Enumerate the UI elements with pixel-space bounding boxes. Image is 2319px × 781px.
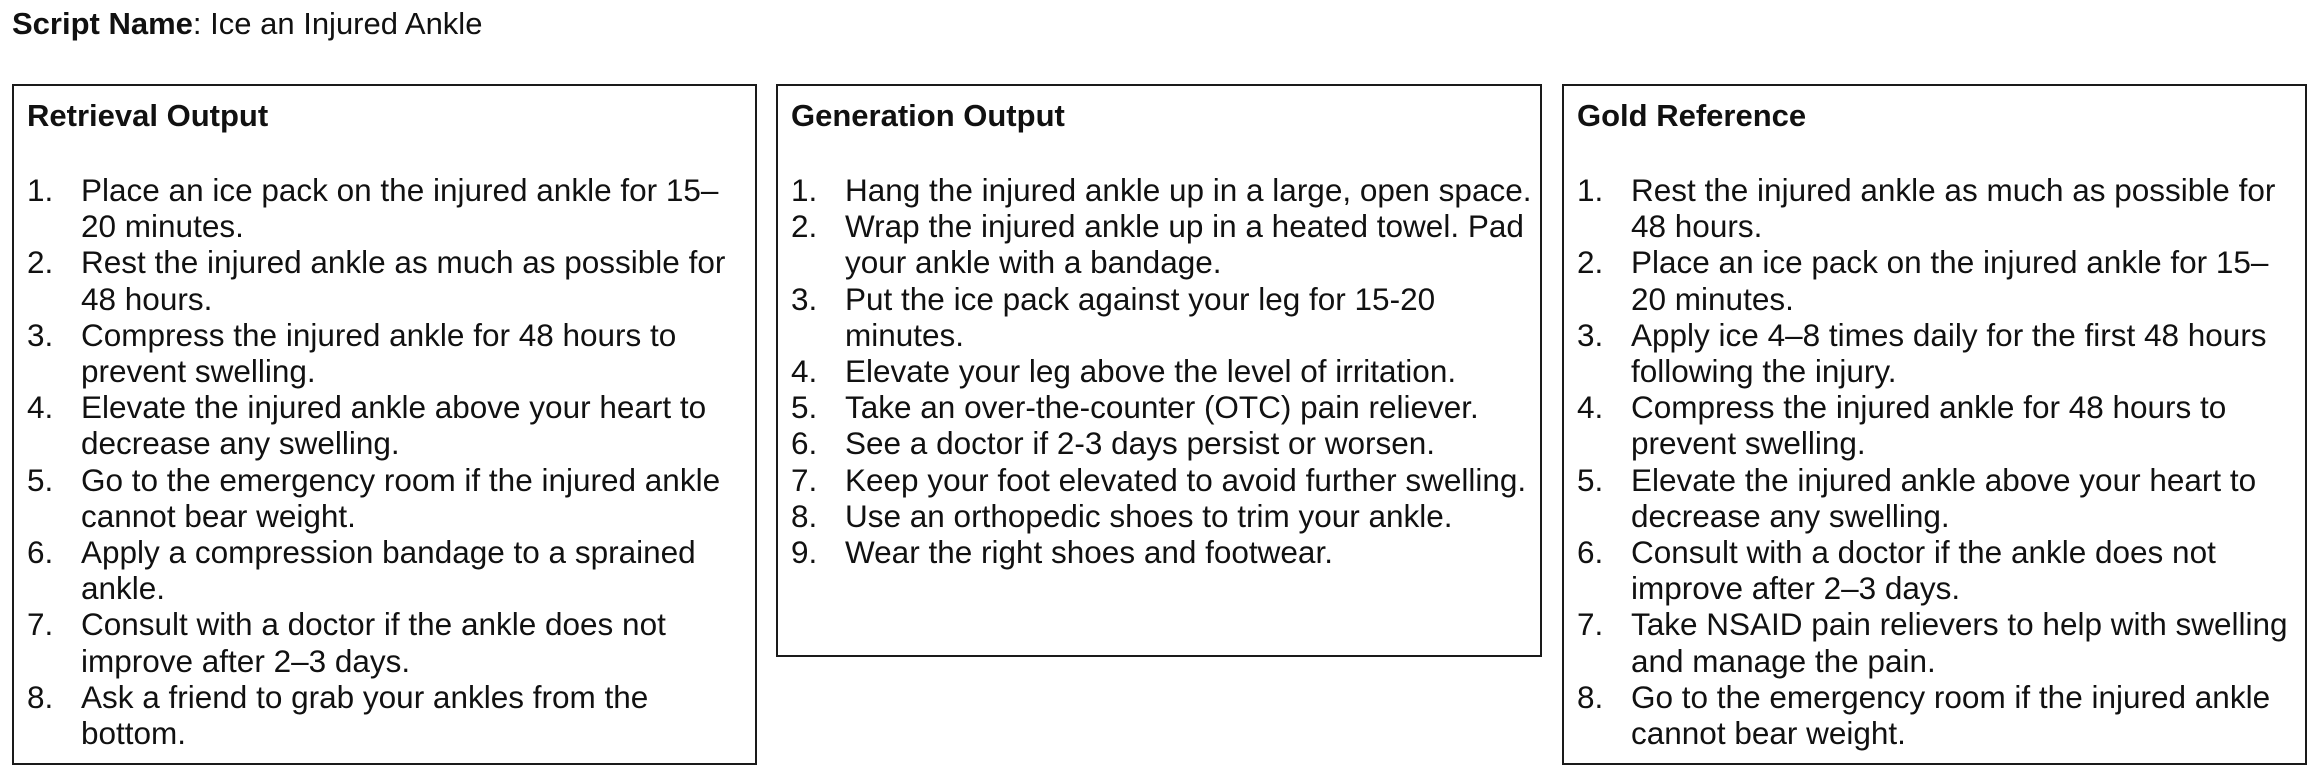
retrieval-output-title: Retrieval Output — [27, 98, 269, 133]
step-number: 7. — [27, 606, 54, 643]
step-item — [1577, 389, 2299, 461]
gold-reference-title: Gold Reference — [1577, 98, 1807, 133]
script-name-line — [12, 4, 482, 44]
step-text: Rest the injured ankle as much as possible for 48 hours. — [81, 244, 726, 317]
gold-reference-panel — [1562, 84, 2307, 765]
step-item — [27, 172, 749, 244]
step-number: 2. — [1577, 244, 1604, 281]
step-text: Apply a compression bandage to a sprained ankle. — [81, 534, 696, 607]
step-number: 1. — [27, 172, 54, 208]
step-text: Elevate the injured ankle above your heart to decrease any swelling. — [1631, 461, 2257, 534]
step-text: See a doctor if 2-3 days persist or worsen. — [845, 425, 1436, 462]
step-item — [791, 281, 1534, 353]
step-number: 4. — [27, 389, 54, 426]
script-name-label: Script Name — [12, 6, 193, 41]
step-number: 3. — [27, 316, 54, 353]
step-text: Use an orthopedic shoes to trim your ankle. — [845, 497, 1453, 534]
step-item — [791, 389, 1534, 425]
step-number: 7. — [1577, 606, 1604, 643]
step-number: 5. — [27, 461, 54, 498]
step-text: Put the ice pack against your leg for 15-20 minutes. — [845, 280, 1436, 353]
step-text: Elevate your leg above the level of irritation. — [845, 353, 1457, 390]
step-number: 9. — [791, 534, 818, 571]
step-number: 4. — [791, 353, 818, 390]
step-text: Apply ice 4–8 times daily for the first 48 hours following the injury. — [1631, 316, 2267, 390]
step-number: 3. — [1577, 316, 1604, 353]
step-number: 7. — [791, 461, 818, 498]
step-text: Go to the emergency room if the injured ankle cannot bear weight. — [1631, 678, 2271, 752]
step-text: Compress the injured ankle for 48 hours to prevent swelling. — [1631, 389, 2227, 462]
step-number: 4. — [1577, 389, 1604, 426]
step-text: Wear the right shoes and footwear. — [845, 534, 1333, 571]
step-text: Rest the injured ankle as much as possible for 48 hours. — [1631, 172, 2276, 245]
step-item — [791, 208, 1534, 280]
step-number: 6. — [1577, 534, 1604, 571]
script-name-separator: : — [192, 6, 211, 41]
step-text: Go to the emergency room if the injured ankle cannot bear weight. — [81, 461, 721, 534]
step-text: Elevate the injured ankle above your heart to decrease any swelling. — [81, 389, 707, 462]
step-item — [27, 389, 749, 461]
step-item — [1577, 462, 2299, 534]
step-number: 6. — [27, 534, 54, 571]
step-text: Hang the injured ankle up in a large, open space. — [845, 172, 1532, 208]
step-text: Keep your foot elevated to avoid further swelling. — [845, 461, 1527, 498]
step-item — [791, 425, 1534, 461]
step-number: 1. — [791, 172, 818, 208]
step-item — [1577, 679, 2299, 751]
step-item — [791, 534, 1534, 570]
step-text: Place an ice pack on the injured ankle for 15–20 minutes. — [81, 172, 719, 245]
step-number: 6. — [791, 425, 818, 462]
step-number: 5. — [791, 389, 818, 426]
step-item — [27, 244, 749, 316]
step-item — [791, 462, 1534, 498]
step-text: Wrap the injured ankle up in a heated towel. Pad your ankle with a bandage. — [845, 208, 1524, 281]
step-item — [27, 317, 749, 389]
gold-reference-steps — [1577, 172, 2299, 751]
step-number: 8. — [791, 497, 818, 534]
step-item — [1577, 317, 2299, 389]
step-number: 1. — [1577, 172, 1604, 208]
step-item — [1577, 534, 2299, 606]
step-text: Consult with a doctor if the ankle does not improve after 2–3 days. — [1631, 534, 2216, 607]
generation-output-panel — [776, 84, 1542, 657]
step-text: Take NSAID pain relievers to help with swelling and manage the pain. — [1631, 606, 2288, 679]
step-text: Ask a friend to grab your ankles from the bottom. — [81, 678, 649, 752]
step-text: Place an ice pack on the injured ankle for 15–20 minutes. — [1631, 244, 2269, 317]
step-item — [1577, 172, 2299, 244]
step-item — [27, 606, 749, 678]
step-item — [791, 172, 1534, 208]
script-name-value: Ice an Injured Ankle — [210, 6, 483, 41]
step-item — [27, 534, 749, 606]
step-number: 8. — [27, 678, 54, 715]
retrieval-output-panel — [12, 84, 757, 765]
step-item — [791, 498, 1534, 534]
step-number: 8. — [1577, 678, 1604, 715]
step-item — [27, 679, 749, 751]
step-number: 5. — [1577, 461, 1604, 498]
step-number: 2. — [27, 244, 54, 281]
retrieval-output-steps — [27, 172, 749, 751]
step-text: Take an over-the-counter (OTC) pain reliever. — [845, 389, 1479, 426]
generation-output-title: Generation Output — [791, 98, 1065, 133]
generation-output-steps — [791, 172, 1534, 570]
step-item — [27, 462, 749, 534]
step-item — [791, 353, 1534, 389]
step-text: Compress the injured ankle for 48 hours to prevent swelling. — [81, 316, 677, 390]
step-item — [1577, 244, 2299, 316]
step-number: 3. — [791, 280, 818, 317]
step-item — [1577, 606, 2299, 678]
step-text: Consult with a doctor if the ankle does not improve after 2–3 days. — [81, 606, 666, 679]
step-number: 2. — [791, 208, 818, 245]
